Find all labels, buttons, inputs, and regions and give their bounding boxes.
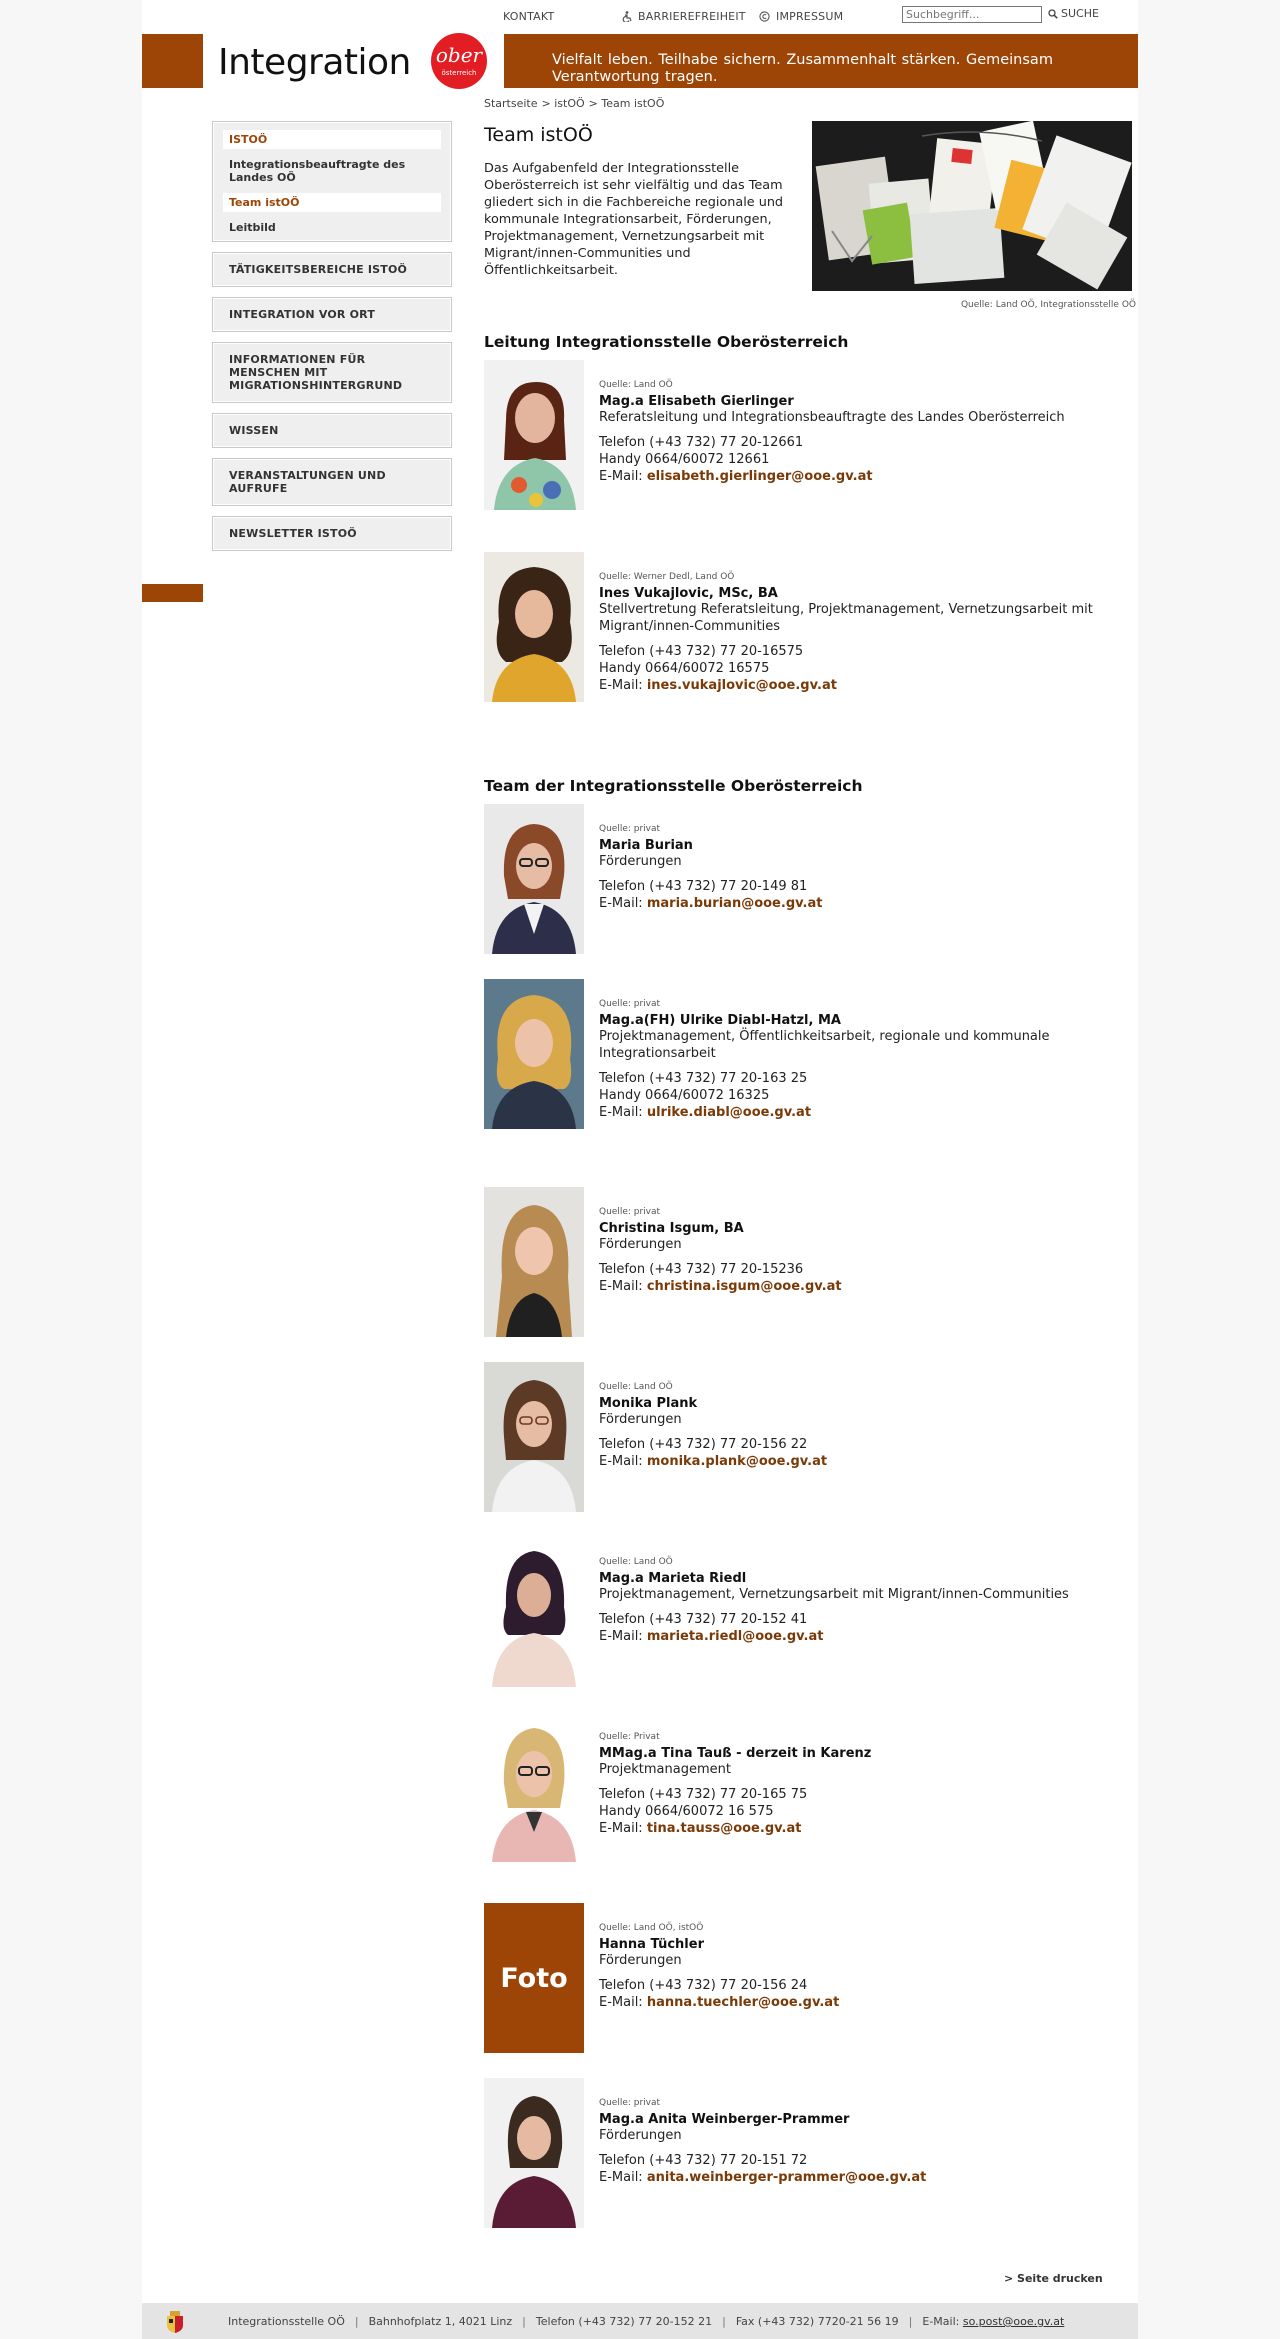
person-info [599, 1923, 1119, 2011]
person-photo [484, 1187, 584, 1337]
person-email-link[interactable]: marieta.riedl@ooe.gv.at [646, 1629, 824, 1644]
person-role: Stellvertretung Referatsleitung, Projektmanagement, Vernetzungsarbeit mit Migrant/innen-Communities [599, 602, 1093, 634]
person-phone: Telefon (+43 732) 77 20-156 22 [599, 1437, 808, 1452]
person-email-link[interactable]: elisabeth.gierlinger@ooe.gv.at [646, 469, 873, 484]
person-mobile: Handy 0664/60072 12661 [599, 452, 770, 467]
hero-caption: Quelle: Land OÖ, Integrationsstelle OÖ [960, 300, 1136, 310]
person-name: MMag.a Tina Tauß - derzeit in Karenz [599, 1746, 872, 1761]
sidebar-item-taetigkeitsbereiche[interactable]: TÄTIGKEITSBEREICHE ISTOÖ [212, 252, 452, 287]
footer-org: Integrationsstelle OÖ [228, 2315, 345, 2328]
header-accent-block [142, 34, 203, 88]
footer [142, 2303, 1138, 2339]
person-name: Monika Plank [599, 1396, 698, 1411]
person-photo [484, 979, 584, 1129]
contact-label: KONTAKT [503, 10, 555, 23]
person-email-link[interactable]: maria.burian@ooe.gv.at [646, 896, 823, 911]
person-photo [484, 1712, 584, 1862]
photo-source: Quelle: Land OÖ, istOÖ [599, 1923, 704, 1933]
person-phone: Telefon (+43 732) 77 20-16575 [599, 644, 804, 659]
email-label: E-Mail: [599, 1105, 643, 1120]
photo-source: Quelle: Werner Dedl, Land OÖ [599, 572, 735, 582]
search-button-label: SUCHE [1061, 7, 1099, 20]
sidebar-item-newsletter[interactable]: NEWSLETTER ISTOÖ [212, 516, 452, 551]
breadcrumb-istooe[interactable]: > istOÖ [541, 97, 585, 110]
email-label: E-Mail: [599, 1995, 643, 2010]
email-label: E-Mail: [599, 1821, 643, 1836]
photo-placeholder-label: Foto [500, 1962, 568, 1994]
photo-source: Quelle: privat [599, 999, 661, 1009]
person-info [599, 1557, 1119, 1645]
person-mobile: Handy 0664/60072 16 575 [599, 1804, 774, 1819]
person-phone: Telefon (+43 732) 77 20-12661 [599, 435, 804, 450]
person-email-link[interactable]: monika.plank@ooe.gv.at [646, 1454, 828, 1469]
hero-image [812, 121, 1132, 291]
person-role: Förderungen [599, 2128, 682, 2143]
email-label: E-Mail: [599, 1454, 643, 1469]
person-name: Mag.a Anita Weinberger-Prammer [599, 2112, 850, 2127]
email-label: E-Mail: [599, 678, 643, 693]
person-phone: Telefon (+43 732) 77 20-165 75 [599, 1787, 808, 1802]
email-label: E-Mail: [599, 896, 643, 911]
top-utility-bar [142, 0, 1138, 34]
person-role: Förderungen [599, 1953, 682, 1968]
sidebar-item-team-istooe[interactable]: Team istOÖ [223, 193, 441, 212]
person-name: Maria Burian [599, 838, 693, 853]
person-phone: Telefon (+43 732) 77 20-151 72 [599, 2153, 808, 2168]
hero-brochures-illustration [812, 121, 1132, 291]
person-mobile: Handy 0664/60072 16325 [599, 1088, 770, 1103]
site-brand[interactable]: Integration [218, 42, 411, 83]
person-email-link[interactable]: ulrike.diabl@ooe.gv.at [646, 1105, 812, 1120]
sidebar-item-leitbild[interactable]: Leitbild [229, 221, 276, 234]
person-info [599, 572, 1119, 694]
person-name: Mag.a Elisabeth Gierlinger [599, 394, 794, 409]
footer-email-label: E-Mail: [922, 2315, 960, 2328]
logo-text-ober: ober [435, 43, 483, 67]
person-info [599, 1382, 1119, 1470]
person-phone: Telefon (+43 732) 77 20-152 41 [599, 1612, 808, 1627]
copyright-icon [759, 11, 770, 22]
person-role: Förderungen [599, 1237, 682, 1252]
person-info [599, 824, 1119, 912]
person-email-link[interactable]: tina.tauss@ooe.gv.at [646, 1821, 802, 1836]
breadcrumb-home[interactable]: Startseite [484, 97, 538, 110]
page-title: Team istOÖ [484, 124, 593, 146]
person-info [599, 1207, 1119, 1295]
search-button[interactable] [1048, 7, 1099, 20]
person-email-link[interactable]: anita.weinberger-prammer@ooe.gv.at [646, 2170, 927, 2185]
search-icon [1048, 9, 1058, 19]
photo-source: Quelle: privat [599, 824, 661, 834]
print-page-link[interactable]: > Seite drucken [1004, 2272, 1103, 2285]
page [142, 0, 1138, 2339]
person-email-link[interactable]: ines.vukajlovic@ooe.gv.at [646, 678, 837, 693]
person-info [599, 1732, 1119, 1837]
logo-text-oesterreich: österreich [441, 69, 477, 77]
sidebar-item-integrationsbeauftragte[interactable]: Integrationsbeauftragte des Landes OÖ [229, 158, 406, 184]
sidebar-accent-block [142, 584, 203, 602]
imprint-label: IMPRESSUM [776, 10, 844, 23]
accessibility-link[interactable] [622, 10, 746, 23]
breadcrumb [484, 97, 664, 110]
person-photo [484, 552, 584, 702]
email-label: E-Mail: [599, 469, 643, 484]
footer-email-link[interactable]: so.post@ooe.gv.at [962, 2315, 1065, 2328]
sidebar-item-integration-vor-ort[interactable]: INTEGRATION VOR ORT [212, 297, 452, 332]
intro-text: Das Aufgabenfeld der Integrationsstelle Oberösterreich ist sehr vielfältig und das Team gliedert sich in die Fachbereiche regionale und kommunale Integrationsarbeit, Förderungen, Projektmanagement, Vernetzungsarbeit mit Migrant/innen-Communities und Öffentlichkeitsarbeit. [484, 161, 784, 278]
person-photo [484, 804, 584, 954]
person-info [599, 2098, 1119, 2186]
sidebar-item-wissen[interactable]: WISSEN [212, 413, 452, 448]
photo-source: Quelle: Privat [599, 1732, 660, 1742]
person-mobile: Handy 0664/60072 16575 [599, 661, 770, 676]
slogan-banner [504, 34, 1138, 88]
photo-source: Quelle: Land OÖ [599, 380, 673, 390]
slogan-text: Vielfalt leben. Teilhabe sichern. Zusammenhalt stärken. Gemeinsam Verantwortung tragen. [552, 52, 1053, 85]
person-name: Hanna Tüchler [599, 1937, 704, 1952]
person-role: Förderungen [599, 854, 682, 869]
accessibility-label: BARRIEREFREIHEIT [638, 10, 746, 23]
person-photo [484, 360, 584, 510]
person-email-link[interactable]: christina.isgum@ooe.gv.at [646, 1279, 842, 1294]
imprint-link[interactable] [759, 10, 843, 23]
contact-link[interactable] [503, 10, 554, 23]
photo-source: Quelle: privat [599, 1207, 661, 1217]
sidebar-item-informationen[interactable]: INFORMATIONEN FÜR MENSCHEN MIT MIGRATIONSHINTERGRUND [212, 342, 452, 403]
photo-source: Quelle: privat [599, 2098, 661, 2108]
coat-of-arms-icon [164, 2310, 186, 2334]
person-name: Ines Vukajlovic, MSc, BA [599, 586, 778, 601]
sidebar-item-istooe[interactable]: ISTOÖ [223, 130, 441, 149]
sidebar-nav [212, 121, 452, 561]
sidebar-item-veranstaltungen[interactable]: VERANSTALTUNGEN UND AUFRUFE [212, 458, 452, 506]
person-photo [484, 1537, 584, 1687]
person-info [599, 380, 1119, 485]
person-role: Förderungen [599, 1412, 682, 1427]
person-info [599, 999, 1119, 1121]
photo-placeholder [484, 1903, 584, 2053]
person-phone: Telefon (+43 732) 77 20-15236 [599, 1262, 804, 1277]
person-email-link[interactable]: hanna.tuechler@ooe.gv.at [646, 1995, 840, 2010]
email-label: E-Mail: [599, 2170, 643, 2185]
footer-fax: Fax (+43 732) 7720-21 56 19 [735, 2315, 899, 2328]
person-name: Mag.a Marieta Riedl [599, 1571, 747, 1586]
person-role: Projektmanagement, Öffentlichkeitsarbeit, regionale und kommunale Integrationsarbeit [599, 1029, 1050, 1061]
person-role: Projektmanagement, Vernetzungsarbeit mit Migrant/innen-Communities [599, 1587, 1069, 1602]
section-title-leitung: Leitung Integrationsstelle Oberösterreich [484, 333, 849, 351]
person-phone: Telefon (+43 732) 77 20-156 24 [599, 1978, 808, 1993]
person-phone: Telefon (+43 732) 77 20-163 25 [599, 1071, 808, 1086]
person-phone: Telefon (+43 732) 77 20-149 81 [599, 879, 808, 894]
person-name: Mag.a(FH) Ulrike Diabl-Hatzl, MA [599, 1013, 841, 1028]
photo-source: Quelle: Land OÖ [599, 1557, 673, 1567]
email-label: E-Mail: [599, 1629, 643, 1644]
accessibility-icon [622, 11, 632, 22]
sidebar-section-istooe [212, 121, 452, 242]
person-photo [484, 1362, 584, 1512]
section-title-team: Team der Integrationsstelle Oberösterreich [484, 777, 863, 795]
breadcrumb-team: > Team istOÖ [588, 97, 665, 110]
upper-austria-logo[interactable] [431, 33, 487, 89]
footer-contact: Integrationsstelle OÖ | Bahnhofplatz 1, 4021 Linz | Telefon (+43 732) 77 20-152 21 | Fax (+43 732) 7720-21 56 19 | E-Mail: so.post@ooe.gv.at [228, 2315, 1065, 2328]
email-label: E-Mail: [599, 1279, 643, 1294]
person-name: Christina Isgum, BA [599, 1221, 744, 1236]
person-role: Referatsleitung und Integrationsbeauftragte des Landes Oberösterreich [599, 410, 1065, 425]
footer-phone: Telefon (+43 732) 77 20-152 21 [535, 2315, 713, 2328]
person-photo [484, 2078, 584, 2228]
search-input[interactable] [902, 6, 1042, 23]
person-role: Projektmanagement [599, 1762, 731, 1777]
photo-source: Quelle: Land OÖ [599, 1382, 673, 1392]
footer-address: Bahnhofplatz 1, 4021 Linz [368, 2315, 513, 2328]
